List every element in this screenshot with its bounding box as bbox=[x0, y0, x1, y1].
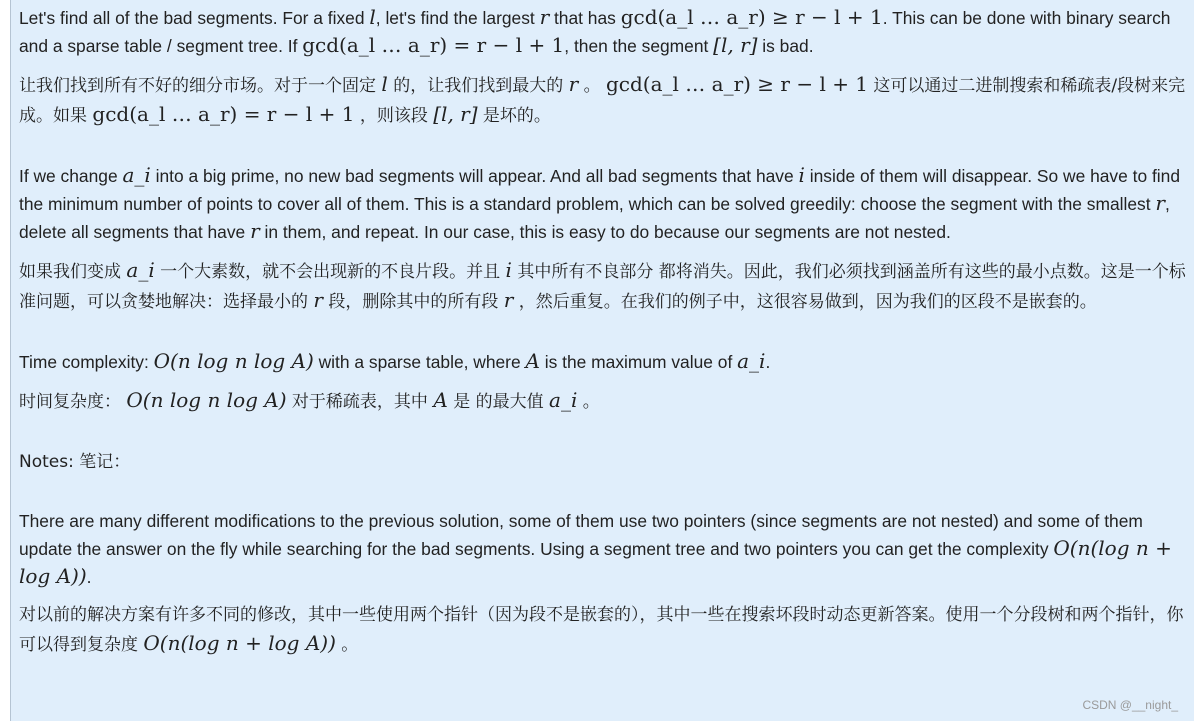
math-a-i: a_i bbox=[126, 258, 155, 282]
text: in them, and repeat. In our case, this is easy to do because our segments are not nested. bbox=[259, 222, 951, 242]
text: 。 bbox=[577, 392, 600, 412]
text: , then the segment bbox=[564, 36, 714, 56]
text: 一个大素数，就不会出现新的不良片段。并且 bbox=[154, 262, 506, 282]
text: 。 bbox=[335, 635, 359, 655]
text: . This can be done with binary search and a sparse table / segment tree. If bbox=[19, 8, 1171, 56]
text: with a sparse table, where bbox=[313, 352, 526, 372]
math-complexity-2: O(n(log n + log A)) bbox=[143, 631, 336, 655]
math-r: r bbox=[539, 5, 550, 29]
paragraph-time-complexity-en bbox=[19, 348, 1186, 376]
math-complexity: O(n log n log A) bbox=[153, 349, 314, 373]
math-r: r bbox=[313, 288, 323, 312]
csdn-watermark: CSDN @__night_ bbox=[1082, 698, 1178, 712]
text: 是坏的。 bbox=[477, 106, 551, 126]
text: is the maximum value of bbox=[539, 352, 738, 372]
text: 时间复杂度： bbox=[19, 392, 127, 412]
math-A: A bbox=[433, 388, 448, 412]
paragraph-big-prime-zh bbox=[19, 256, 1186, 316]
math-r: r bbox=[568, 72, 579, 96]
paragraph-bad-segments-zh bbox=[19, 70, 1186, 130]
paragraph-modifications-en bbox=[19, 508, 1186, 591]
text: ，然后重复。在我们的例子中，这很容易做到，因为我们的区段不是嵌套的。 bbox=[513, 292, 1097, 312]
text: 如果我们变成 bbox=[19, 262, 127, 282]
paragraph-big-prime-en bbox=[19, 162, 1186, 246]
text: 其中所有不良部分 都将消失。因此，我们必须找到涵盖所有这些的最小点数。这是一个标准问题，可以贪婪地解决：选择最小的 bbox=[19, 262, 1186, 312]
text: 对于稀疏表，其中 bbox=[286, 392, 434, 412]
math-a-i: a_i bbox=[549, 388, 578, 412]
text: There are many different modifications to the previous solution, some of them use two pointers (since segments are not nested) and some of them update the answer on the fly while searching for the bad segments. Using a segment tree and two pointers you can get the complexity bbox=[19, 511, 1143, 559]
text: 对以前的解决方案有许多不同的修改，其中一些使用两个指针（因为段不是嵌套的），其中一些在搜索坏段时动态更新答案。使用一个分段树和两个指针，你可以得到复杂度 bbox=[19, 605, 1184, 655]
text: is bad. bbox=[757, 36, 814, 56]
math-l: l bbox=[381, 72, 388, 96]
paragraph-bad-segments-en bbox=[19, 4, 1186, 60]
math-gcd-eq: gcd(a_l … a_r) = r − l + 1 bbox=[302, 33, 565, 57]
math-i: i bbox=[505, 258, 512, 282]
text: 。 bbox=[578, 76, 606, 96]
text: that has bbox=[549, 8, 621, 28]
math-complexity-2: O(n(log n + log A)) bbox=[19, 536, 1172, 588]
math-gcd-ge: gcd(a_l … a_r) ≥ r − l + 1 bbox=[620, 5, 883, 29]
math-r: r bbox=[503, 288, 514, 312]
math-l: l bbox=[369, 5, 376, 29]
math-segment: [l, r] bbox=[713, 33, 758, 57]
math-a-i: a_i bbox=[737, 349, 766, 373]
math-r: r bbox=[1155, 191, 1165, 215]
math-complexity: O(n log n log A) bbox=[126, 388, 287, 412]
math-segment: [l, r] bbox=[433, 102, 478, 126]
math-gcd-eq: gcd(a_l … a_r) = r − l + 1 bbox=[92, 102, 355, 126]
math-a-i: a_i bbox=[122, 163, 151, 187]
text: into a big prime, no new bad segments will appear. And all bad segments that have bbox=[150, 166, 799, 186]
text: Let's find all of the bad segments. For a fixed bbox=[19, 8, 370, 28]
math-gcd-ge: gcd(a_l … a_r) ≥ r − l + 1 bbox=[606, 72, 869, 96]
math-r: r bbox=[250, 219, 260, 243]
text: inside of them will disappear. So we have to find the minimum number of points to cover all of them. This is a standard problem, which can be solved greedily: choose the segment with the smallest bbox=[19, 166, 1180, 214]
text: 的，让我们找到最大的 bbox=[387, 76, 569, 96]
notes-heading: Notes: 笔记： bbox=[19, 452, 131, 472]
text: , let's find the largest bbox=[375, 8, 540, 28]
text: 是 的最大值 bbox=[447, 392, 550, 412]
article-panel bbox=[10, 0, 1194, 721]
paragraph-time-complexity-zh bbox=[19, 386, 1186, 416]
math-i: i bbox=[798, 163, 805, 187]
text: . bbox=[86, 567, 92, 587]
text: , delete all segments that have bbox=[19, 194, 1170, 242]
text: Time complexity: bbox=[19, 352, 154, 372]
text: 段，删除其中的所有段 bbox=[322, 292, 504, 312]
text: . bbox=[765, 352, 771, 372]
paragraph-modifications-zh bbox=[19, 601, 1186, 659]
text: If we change bbox=[19, 166, 123, 186]
text: 这可以通过二进制搜索和稀疏表/段树来完成。如果 bbox=[19, 76, 1186, 126]
text: ，则该段 bbox=[354, 106, 434, 126]
math-A: A bbox=[525, 349, 540, 373]
text: 让我们找到所有不好的细分市场。对于一个固定 bbox=[19, 76, 382, 96]
